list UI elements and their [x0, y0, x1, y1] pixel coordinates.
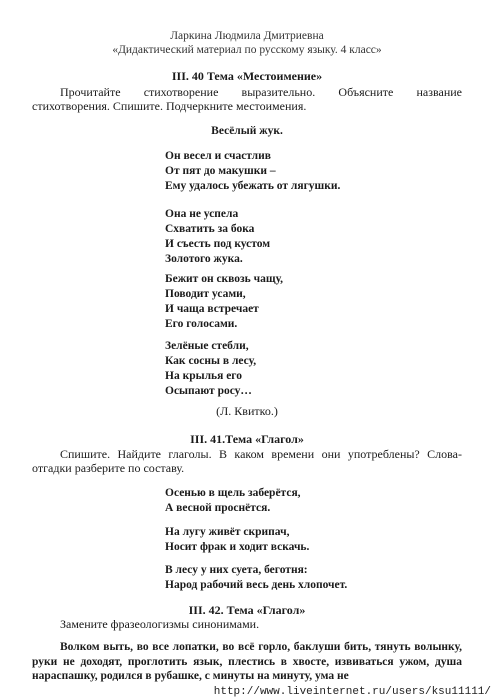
section-40-title: III. 40 Тема «Местоимение» — [171, 69, 323, 83]
poem-stanza-4 — [165, 339, 256, 399]
poem-line: Поводит усами, — [165, 288, 246, 300]
riddle-3 — [165, 563, 347, 593]
poem-stanza-1 — [165, 149, 340, 194]
section-40-instruction: Прочитайте стихотворение выразительно. Объясните название стихотворения. Спишите. Подчеркните местоимения. — [32, 85, 462, 113]
poem-line: Осыпают росу… — [165, 385, 252, 397]
poem-line: Она не успела — [165, 208, 239, 220]
section-41-title: III. 41.Тема «Глагол» — [190, 432, 304, 446]
section-41-instruction: Спишите. Найдите глаголы. В каком времени они употреблены? Слова-отгадки разберите по составу. — [32, 447, 462, 475]
riddle-line: На лугу живёт скрипач, — [165, 526, 290, 538]
riddle-line: Народ рабочий весь день хлопочет. — [165, 579, 348, 591]
poem-stanza-2 — [165, 207, 270, 267]
riddle-1 — [165, 486, 301, 516]
poem-stanza-3 — [165, 272, 283, 332]
poem-line: На крылья его — [165, 370, 242, 382]
poem-line: Он весел и счастлив — [165, 150, 271, 162]
header-author: Ларкина Людмила Дмитриевна — [170, 30, 324, 42]
poem-line: Зелёные стебли, — [165, 340, 249, 352]
poem-line: Бежит он сквозь чащу, — [165, 273, 284, 285]
poem-line: И съесть под кустом — [165, 238, 271, 250]
section-42-title: III. 42. Тема «Глагол» — [188, 603, 306, 617]
riddle-line: Осенью в щель заберётся, — [165, 487, 301, 499]
poem-attribution: (Л. Квитко.) — [216, 404, 278, 418]
riddle-line: Носит фрак и ходит вскачь. — [165, 541, 310, 553]
poem-line: Схватить за бока — [165, 223, 255, 235]
poem-line: Золотого жука. — [165, 253, 243, 265]
poem-line: Как сосны в лесу, — [165, 355, 257, 367]
source-watermark: http://www.liveinternet.ru/users/ksu11111/ — [213, 686, 491, 698]
poem-title: Весёлый жук. — [211, 125, 283, 137]
poem-line: Ему удалось убежать от лягушки. — [165, 180, 341, 192]
phraseology-list: Волком выть, во все лопатки, во всё горло, баклуши бить, тянуть волынку, руки не доходят, проглотить язык, плестись в хвосте, извиваться ужом, душа нараспашку, родился в рубашке, с минуты на минуту, ума не — [32, 641, 462, 682]
riddle-line: В лесу у них суета, беготня: — [165, 564, 308, 576]
header-book-title: «Дидактический материал по русскому языку. 4 класс» — [112, 44, 382, 56]
riddle-line: А весной проснётся. — [165, 502, 271, 514]
poem-line: От пят до макушки – — [165, 165, 276, 177]
poem-line: Его голосами. — [165, 318, 238, 330]
poem-line: И чаща встречает — [165, 303, 259, 315]
section-42-instruction: Замените фразеологизмы синонимами. — [60, 617, 260, 631]
riddle-2 — [165, 525, 309, 555]
